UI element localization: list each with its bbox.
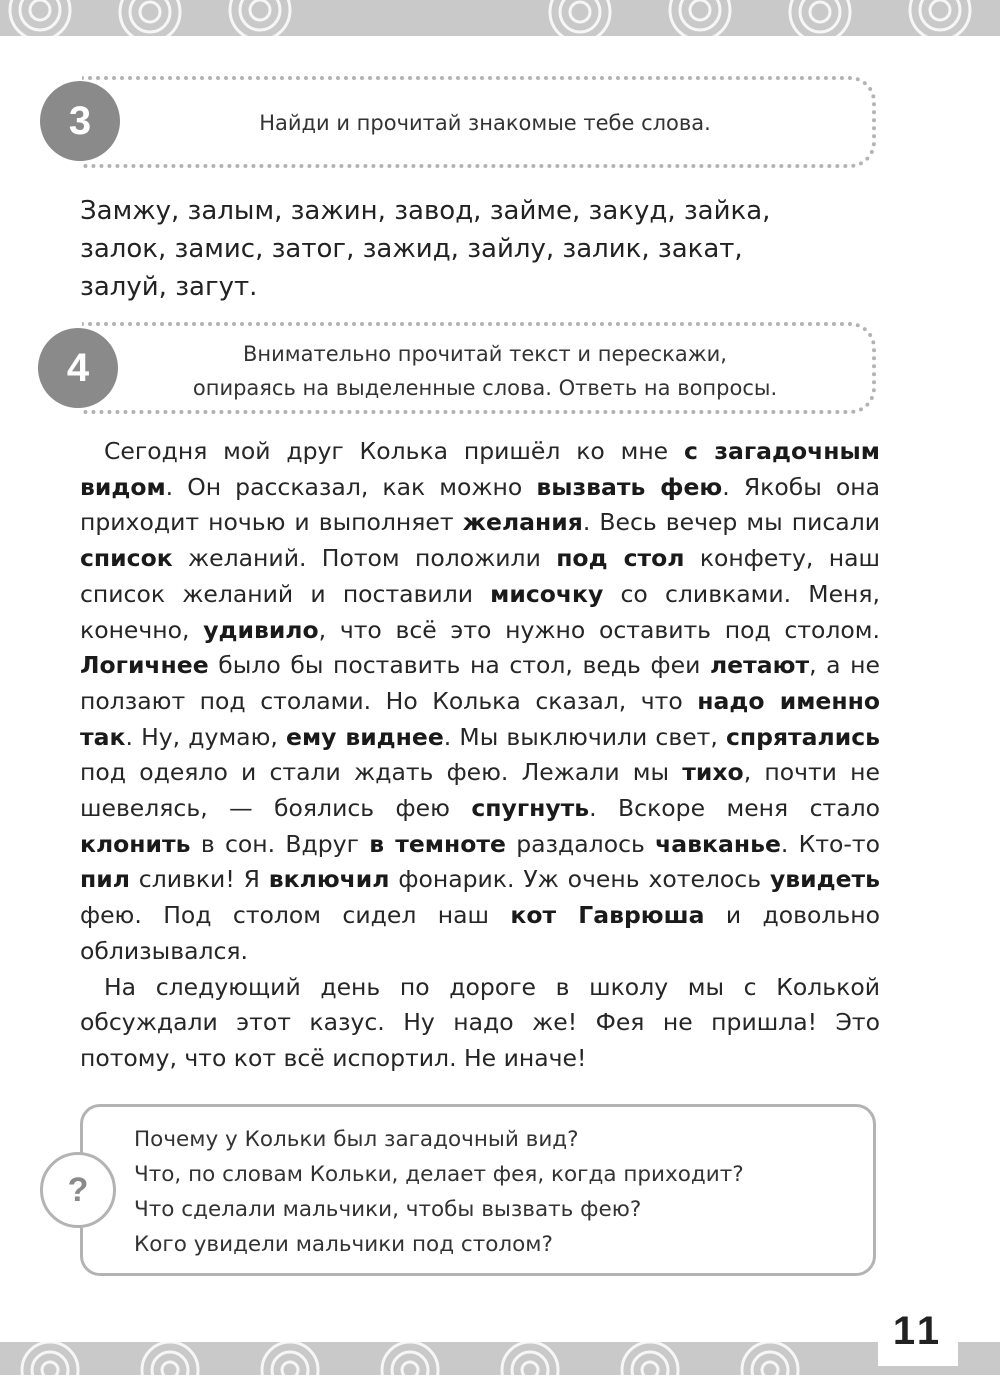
task-3-instruction: Найди и прочитай знакомые тебе слова. xyxy=(259,111,711,135)
story-segment: было бы поставить на стол, ведь феи xyxy=(208,651,710,680)
keyword: удивило xyxy=(203,615,319,644)
story-paragraph: На следующий день по дороге в школу мы с Колькой обсуждали этот казус. Ну надо же! Фея не пришла! Это потому, что кот всё испортил. Не иначе! xyxy=(80,972,880,1072)
story-segment: . Вскоре меня стало xyxy=(589,794,881,823)
keyword: спугнуть xyxy=(471,794,590,823)
keyword: желания xyxy=(462,508,583,537)
story-segment: , а не ползают под столами. Но Колька сказал, что xyxy=(80,651,881,715)
task-4-instruction-line: Внимательно прочитай текст и перескажи, xyxy=(243,342,727,366)
story-segment: , почти не шевелясь, — боялись фею xyxy=(80,758,880,823)
task-3-number: 3 xyxy=(40,81,120,161)
word-list xyxy=(80,192,880,306)
keyword: чавканье xyxy=(655,829,781,858)
story-segment: . Он рассказал, как можно xyxy=(165,472,537,501)
story-segment: желаний. Потом положили xyxy=(172,544,557,573)
question-item: Что сделали мальчики, чтобы вызвать фею? xyxy=(134,1197,642,1222)
story-segment: фонарик. Уж очень хотелось xyxy=(389,865,770,894)
story-segment: . Ну, думаю, xyxy=(125,722,286,751)
story-segment: . Весь вечер мы писали xyxy=(582,508,880,537)
word-list-line: залуй, загут. xyxy=(80,272,258,302)
story-segment: фею. Под столом сидел наш xyxy=(80,901,511,930)
story-segment: сливки! Я xyxy=(129,865,269,894)
word-list-line: залок, замис, затог, зажид, зайлу, залик, закат, xyxy=(80,234,743,264)
task-4-instruction xyxy=(105,337,865,405)
keyword: в темноте xyxy=(369,829,506,858)
story-segment: со сливками. Меня, конечно, xyxy=(80,579,880,644)
questions-list xyxy=(134,1122,864,1262)
question-item: Почему у Кольки был загадочный вид? xyxy=(134,1127,579,1152)
spiral-pattern-icon xyxy=(0,0,1000,36)
question-item: Кого увидели мальчики под столом? xyxy=(134,1232,553,1257)
story-segment: . Якобы она приходит ночью и выполняет xyxy=(80,472,880,537)
keyword: вызвать фею xyxy=(536,472,723,501)
story-segment: и довольно облизывался. xyxy=(80,901,880,965)
word-list-line: Замжу, залым, зажин, завод, займе, закуд, зайка, xyxy=(80,196,771,226)
keyword: мисочку xyxy=(490,579,604,608)
story-segment: в сон. Вдруг xyxy=(190,829,370,858)
keyword: тихо xyxy=(682,758,744,787)
keyword: с загадочным видом xyxy=(80,437,880,501)
keyword: Логичнее xyxy=(80,651,209,680)
keyword: список xyxy=(80,544,173,573)
question-item: Что, по словам Кольки, делает фея, когда приходит? xyxy=(134,1162,744,1187)
keyword: кот Гаврюша xyxy=(510,901,705,930)
keyword: под стол xyxy=(556,544,685,573)
story-segment: раздалось xyxy=(505,829,656,858)
keyword: включил xyxy=(268,865,390,894)
story-segment: . Кто-то xyxy=(780,829,880,858)
keyword: ему виднее xyxy=(286,722,444,751)
story-text xyxy=(80,434,880,1077)
question-mark-icon: ? xyxy=(40,1152,116,1228)
keyword: надо именно так xyxy=(80,686,880,751)
story-segment: . Мы выключили свет, xyxy=(443,722,726,751)
bottom-decor-band xyxy=(0,1342,1000,1375)
spiral-pattern-icon xyxy=(0,1342,1000,1375)
task-4-number: 4 xyxy=(38,328,118,408)
keyword: летают xyxy=(709,651,810,680)
task-4-instruction-line: опираясь на выделенные слова. Ответь на вопросы. xyxy=(192,376,778,400)
story-segment: , что всё это нужно оставить под столом. xyxy=(318,615,880,644)
story-segment: конфету, наш список желаний и поставили xyxy=(80,544,881,608)
story-paragraph xyxy=(80,434,880,970)
story-segment: Сегодня мой друг Колька пришёл ко мне xyxy=(104,437,684,465)
story-segment: под одеяло и стали ждать фею. Лежали мы xyxy=(80,758,683,787)
keyword: увидеть xyxy=(769,865,880,894)
top-decor-band xyxy=(0,0,1000,36)
keyword: спрятались xyxy=(725,722,881,751)
page-number: 11 xyxy=(878,1296,958,1366)
keyword: пил xyxy=(80,865,130,894)
keyword: клонить xyxy=(80,829,191,858)
